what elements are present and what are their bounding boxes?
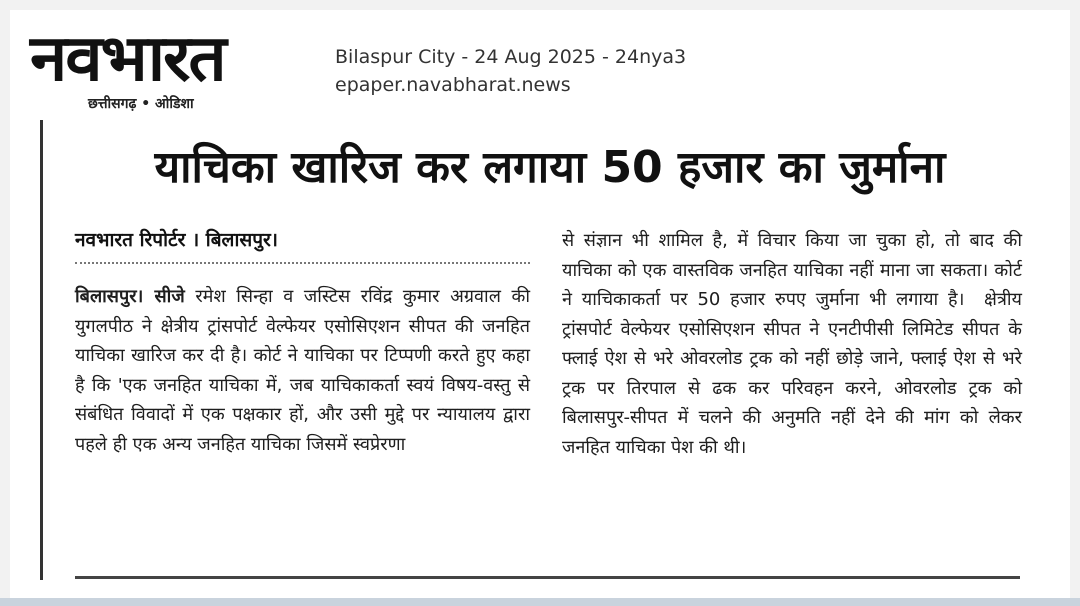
dotted-divider: [75, 262, 530, 264]
masthead: [26, 20, 316, 112]
body-right-text-2: क्षेत्रीय ट्रांसपोर्ट वेल्फेयर एसोसिएशन सीपत ने एनटीपीसी लिमिटेड सीपत के फ्लाई ऐश से भरे ओवरलोड ट्रक को नहीं छोड़े जाने, फ्लाई ऐश से भरे ट्रक पर तिरपाल से ढक कर परिवहन करने, ओवरलोड ट्रक को बिलासपुर-सीपत में चलने की अनुमति नहीं देने की मांग को लेकर जनहित याचिका पेश की थी।: [562, 289, 1022, 458]
left-divider: [40, 120, 43, 580]
article-column-left: [75, 282, 530, 459]
article-headline: याचिका खारिज कर लगाया 50 हजार का जुर्माना: [154, 142, 946, 193]
dateline: बिलासपुर। सीजे: [75, 286, 185, 307]
epaper-website: epaper.navabharat.news: [335, 74, 571, 96]
byline: नवभारत रिपोर्टर । बिलासपुर।: [75, 229, 278, 251]
newspaper-logo: नवभारत: [30, 22, 225, 96]
body-right-text-1: से संज्ञान भी शामिल है, में विचार किया जा चुका हो, तो बाद की याचिका को एक वास्तविक जनहित याचिका नहीं माना जा सकता। कोर्ट ने याचिकाकर्ता पर 50 हजार रुपए जुर्माना भी लगाया है।: [562, 230, 1022, 310]
article-column-right: [562, 226, 1022, 462]
edition-info: Bilaspur City - 24 Aug 2025 - 24nya3: [335, 46, 687, 68]
bottom-divider: [75, 576, 1020, 579]
bottom-strip: [0, 598, 1080, 606]
body-left-text: रमेश सिन्हा व जस्टिस रविंद्र कुमार अग्रवाल की युगलपीठ ने क्षेत्रीय ट्रांसपोर्ट वेल्फेयर एसोसिएशन सीपत की जनहित याचिका खारिज कर दी है। कोर्ट ने याचिका पर टिप्पणी करते हुए कहा है कि 'एक जनहित याचिका में, जब याचिकाकर्ता स्वयं विषय-वस्तु से संबंधित विवादों में एक पक्षकार हों, और उसी मुद्दे पर न्यायालय द्वारा पहले ही एक अन्य जनहित याचिका जिसमें स्वप्रेरणा: [75, 286, 530, 455]
logo-subtitle: छत्तीसगढ़ • ओडिशा: [88, 96, 194, 112]
